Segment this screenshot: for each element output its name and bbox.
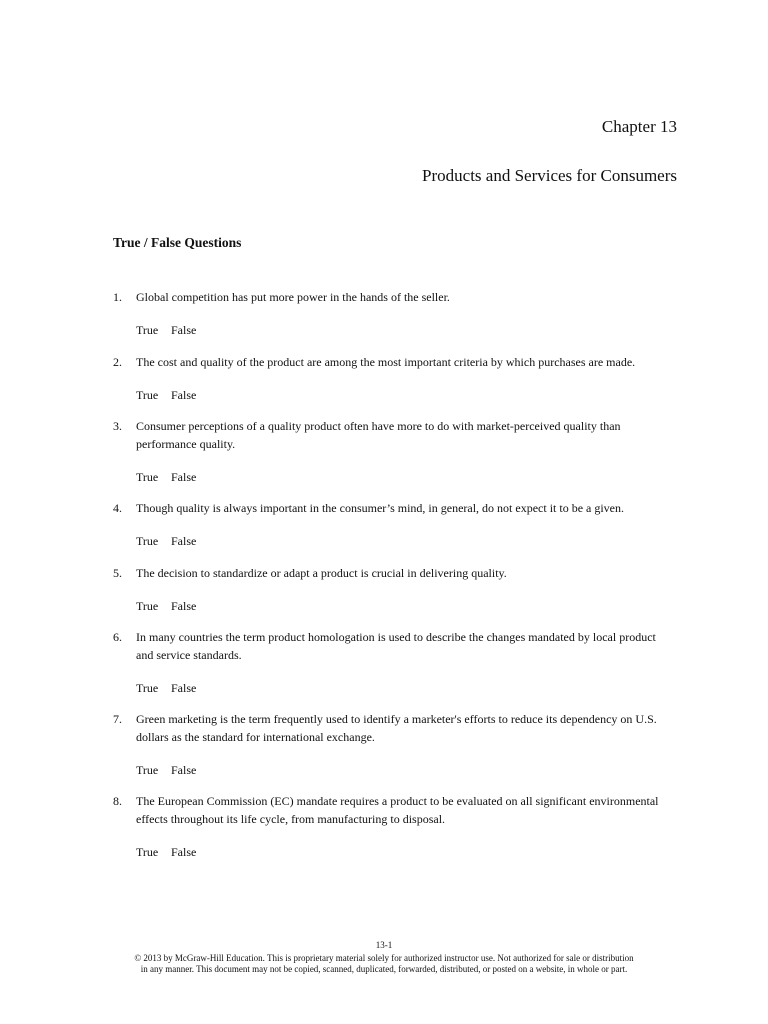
question-text: The decision to standardize or adapt a product is crucial in delivering quality. bbox=[136, 566, 507, 580]
section-heading: True / False Questions bbox=[113, 235, 242, 250]
answer-options bbox=[136, 845, 196, 860]
answer-false: False bbox=[171, 681, 197, 695]
question-item bbox=[113, 288, 673, 306]
question-text: Consumer perceptions of a quality product often have more to do with market-perceived quality than performance quality. bbox=[136, 419, 621, 451]
page-number: 13-1 bbox=[375, 940, 393, 950]
question-number: 3. bbox=[113, 419, 122, 433]
answer-options bbox=[136, 323, 196, 338]
page-footer bbox=[0, 940, 768, 975]
answer-true: True bbox=[136, 323, 159, 337]
question-text: Though quality is always important in the consumer’s mind, in general, do not expect it to be a given. bbox=[136, 501, 625, 515]
answer-options bbox=[136, 599, 196, 614]
question-text: Global competition has put more power in the hands of the seller. bbox=[136, 290, 450, 304]
copyright-line-1: © 2013 by McGraw-Hill Education. This is proprietary material solely for authorized instructor use. Not authorized for sale or distribution bbox=[134, 953, 634, 963]
answer-true: True bbox=[136, 681, 159, 695]
answer-options bbox=[136, 763, 196, 778]
question-text: In many countries the term product homologation is used to describe the changes mandated by local product and service standards. bbox=[136, 630, 656, 662]
question-item bbox=[113, 417, 673, 453]
question-text: Green marketing is the term frequently used to identify a marketer's efforts to reduce its dependency on U.S. dollars as the standard for international exchange. bbox=[136, 712, 657, 744]
question-item bbox=[113, 628, 673, 664]
question-number: 8. bbox=[113, 794, 122, 808]
answer-true: True bbox=[136, 388, 159, 402]
question-item bbox=[113, 792, 673, 828]
question-number: 2. bbox=[113, 355, 122, 369]
question-number: 5. bbox=[113, 566, 122, 580]
answer-options bbox=[136, 470, 196, 485]
question-item bbox=[113, 499, 673, 517]
question-number: 7. bbox=[113, 712, 122, 726]
answer-true: True bbox=[136, 470, 159, 484]
question-item bbox=[113, 564, 673, 582]
chapter-heading: Chapter 13 bbox=[601, 117, 677, 136]
question-text: The cost and quality of the product are among the most important criteria by which purchases are made. bbox=[136, 355, 636, 369]
answer-true: True bbox=[136, 845, 159, 859]
answer-true: True bbox=[136, 763, 159, 777]
answer-options bbox=[136, 681, 196, 696]
chapter-title: Products and Services for Consumers bbox=[422, 166, 677, 185]
question-text: The European Commission (EC) mandate requires a product to be evaluated on all significant environmental effects throughout its life cycle, from manufacturing to disposal. bbox=[136, 794, 659, 826]
answer-options bbox=[136, 388, 196, 403]
answer-true: True bbox=[136, 534, 159, 548]
answer-false: False bbox=[171, 323, 197, 337]
question-item bbox=[113, 353, 673, 371]
answer-false: False bbox=[171, 599, 197, 613]
answer-true: True bbox=[136, 599, 159, 613]
answer-options bbox=[136, 534, 196, 549]
copyright-line-2: in any manner. This document may not be copied, scanned, duplicated, forwarded, distributed, or posted on a website, in whole or part. bbox=[140, 964, 628, 974]
answer-false: False bbox=[171, 470, 197, 484]
answer-false: False bbox=[171, 763, 197, 777]
question-item bbox=[113, 710, 673, 746]
question-number: 6. bbox=[113, 630, 122, 644]
question-number: 4. bbox=[113, 501, 122, 515]
answer-false: False bbox=[171, 845, 197, 859]
answer-false: False bbox=[171, 534, 197, 548]
question-number: 1. bbox=[113, 290, 122, 304]
answer-false: False bbox=[171, 388, 197, 402]
